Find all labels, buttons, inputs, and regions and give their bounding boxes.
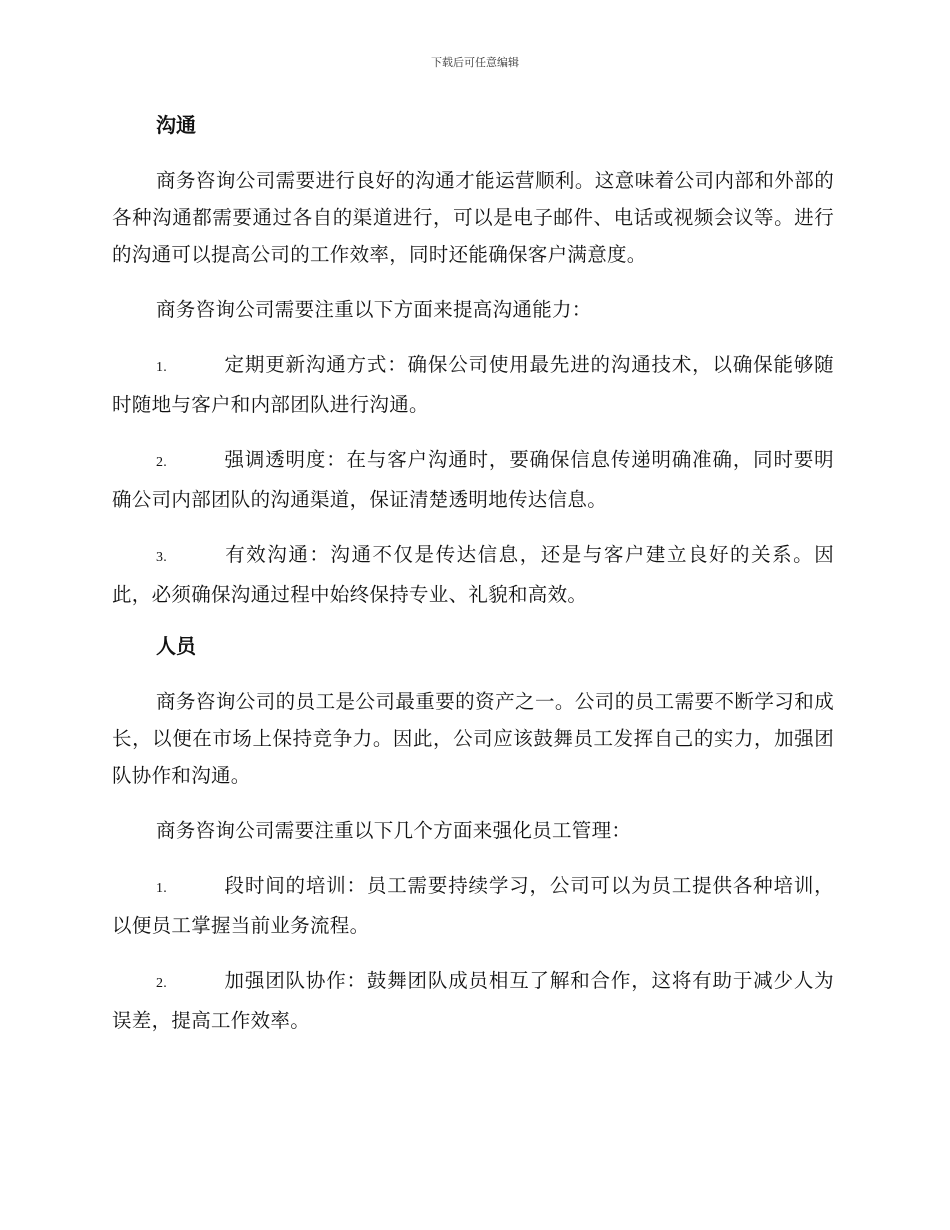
list-item-text: 段时间的培训：员工需要持续学习，公司可以为员工提供各种培训，以便员工掌握当前业务流程。: [112, 874, 834, 937]
list-item-number: 2.: [156, 976, 168, 991]
list-item: [112, 441, 834, 518]
list-item-text: 有效沟通：沟通不仅是传达信息，还是与客户建立良好的关系。因此，必须确保沟通过程中始终保持专业、礼貌和高效。: [112, 543, 834, 606]
section-lead-paragraph: 商务咨询公司需要注重以下方面来提高沟通能力：: [156, 298, 592, 321]
section-heading-personnel: 人员: [156, 634, 196, 658]
list-item: [112, 867, 834, 944]
list-item-number: 1.: [156, 881, 168, 896]
list-item-text: 加强团队协作：鼓舞团队成员相互了解和合作，这将有助于减少人为误差，提高工作效率。: [112, 969, 834, 1032]
list-item: [112, 962, 834, 1039]
list-item-number: 3.: [156, 550, 168, 565]
list-item-text: 定期更新沟通方式：确保公司使用最先进的沟通技术，以确保能够随时随地与客户和内部团队进行沟通。: [112, 353, 834, 416]
page-header: 下载后可任意编辑: [431, 56, 519, 69]
list-item-number: 1.: [156, 360, 168, 375]
list-item-number: 2.: [156, 455, 168, 470]
section-intro-paragraph: 商务咨询公司的员工是公司最重要的资产之一。公司的员工需要不断学习和成长，以便在市场上保持竞争力。因此，公司应该鼓舞员工发挥自己的实力，加强团队协作和沟通。: [112, 690, 834, 787]
document-body: [112, 110, 834, 1057]
list-item-text: 强调透明度：在与客户沟通时，要确保信息传递明确准确，同时要明确公司内部团队的沟通渠道，保证清楚透明地传达信息。: [112, 448, 834, 511]
section-heading-communication: 沟通: [156, 113, 196, 137]
list-item: [112, 346, 834, 423]
section-lead-paragraph: 商务咨询公司需要注重以下几个方面来强化员工管理：: [156, 819, 632, 842]
list-item: [112, 536, 834, 613]
section-intro-paragraph: 商务咨询公司需要进行良好的沟通才能运营顺利。这意味着公司内部和外部的各种沟通都需要通过各自的渠道进行，可以是电子邮件、电话或视频会议等。进行的沟通可以提高公司的工作效率，同时还能确保客户满意度。: [112, 169, 834, 266]
